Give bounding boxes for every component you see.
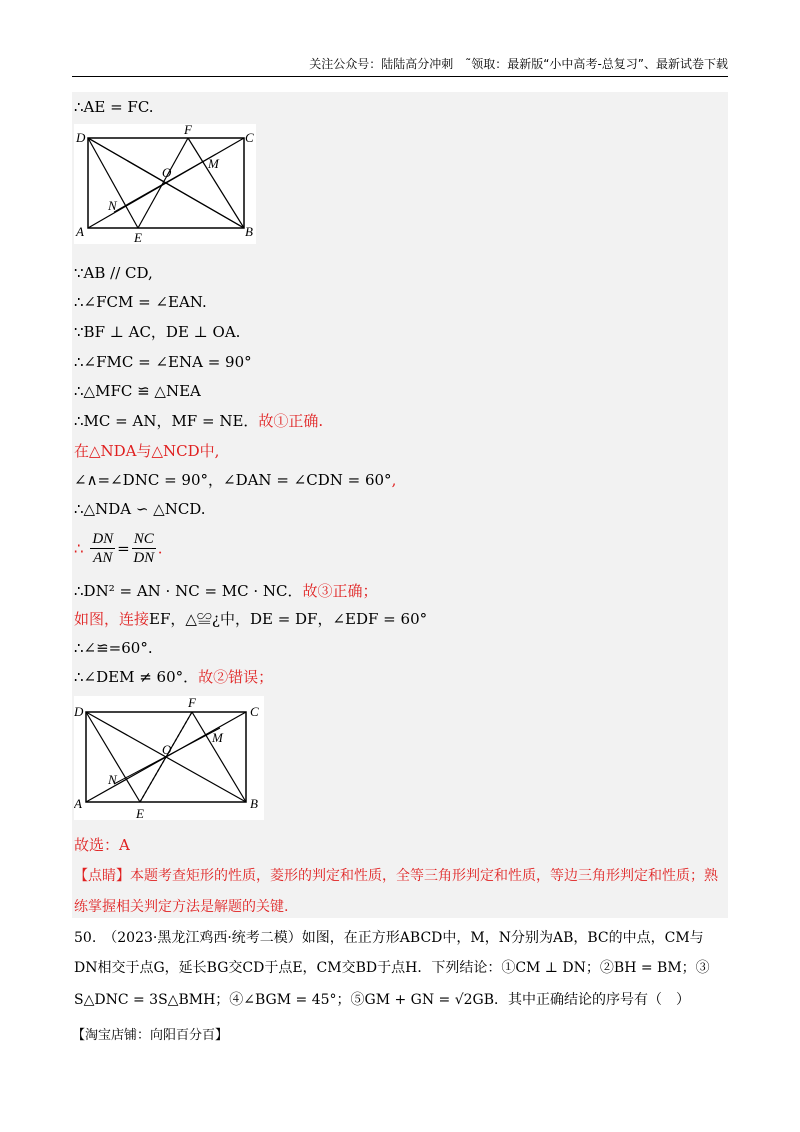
- line-2: ∵AB // CD,: [74, 264, 153, 282]
- fraction-2-num: NC: [133, 531, 154, 547]
- question-line-3: S△DNC = 3S△BMH；④∠BGM = 45°；⑤GM + GN = √2GB．其中正确结论的序号有（ ）: [74, 992, 691, 1008]
- line-11: ∴ $\frac{DN}{AN}$ = $\frac{NC}{DN}$ .: [74, 531, 163, 566]
- line-9-math: ∠∧=∠DNC = 90°，∠DAN = ∠CDN = 60°: [74, 471, 392, 489]
- figure-2: [74, 696, 264, 820]
- fig1-label-m: M: [208, 156, 219, 171]
- line-13-lead: 如图，连接: [74, 610, 150, 628]
- line-10: ∴△NDA ∽ △NCD.: [74, 500, 206, 518]
- line-15-conclusion: 故②错误；: [198, 668, 274, 686]
- line-12: [74, 581, 378, 601]
- line-12-conclusion: 故③正确；: [302, 582, 378, 600]
- figure-1-diagram: [74, 124, 256, 244]
- question-line-2: DN相交于点G，延长BG交CD于点E，CM交BD于点H．下列结论：①CM ⊥ DN；②BH = BM；③: [74, 960, 710, 976]
- line-9: [74, 470, 396, 490]
- fig1-label-d: D: [76, 130, 86, 145]
- fig1-label-b: B: [245, 224, 253, 239]
- page-footer: 【淘宝店铺：向阳百分百】: [72, 1028, 229, 1043]
- line-17-text: 【点睛】本题考查矩形的性质，菱形的判定和性质，全等三角形判定和性质，等边三角形判定和性质；熟: [74, 868, 718, 884]
- fig2-label-o: O: [162, 742, 172, 757]
- line-13-math: EF，△≌¿中，DE = DF，∠EDF = 60°: [149, 610, 428, 628]
- fig2-label-m: M: [212, 730, 223, 745]
- line-13: [74, 609, 427, 629]
- fig2-label-a: A: [74, 796, 82, 811]
- page-header: 关注公众号：陆陆高分冲刺 ˜领取：最新版“小中高考-总复习”、最新试卷下载: [72, 54, 728, 77]
- line-15-math: ∴∠DEM ≠ 60°．: [74, 668, 199, 686]
- line-7: [74, 411, 323, 431]
- fraction-1-den: AN: [93, 550, 113, 566]
- fig1-label-n: N: [108, 198, 117, 213]
- fig2-label-d: D: [74, 704, 84, 719]
- fig1-label-a: A: [76, 224, 84, 239]
- fig1-label-o: O: [162, 165, 172, 180]
- line-4: ∵BF ⊥ AC，DE ⊥ OA.: [74, 323, 241, 341]
- line-7-math: ∴MC = AN，MF = NE．: [74, 412, 259, 430]
- fig2-label-b: B: [250, 796, 258, 811]
- fraction-2-den: DN: [133, 550, 155, 566]
- line-1: ∴AE = FC.: [74, 98, 154, 116]
- line-16: 故选：A: [74, 836, 130, 854]
- line-17: [74, 866, 718, 886]
- fig2-label-f: F: [188, 696, 196, 710]
- figure-2-diagram: [74, 696, 264, 820]
- line-14: ∴∠≌=60°.: [74, 639, 153, 657]
- line-3: ∴∠FCM = ∠EAN.: [74, 293, 207, 311]
- line-7-conclusion: 故①正确.: [258, 412, 324, 430]
- fig2-label-n: N: [108, 772, 117, 787]
- fraction-1-num: DN: [92, 531, 114, 547]
- question-line-1: 50. （2023·黑龙江鸡西·统考二模）如图，在正方形ABCD中，M，N分别为AB，BC的中点，CM与: [74, 930, 704, 946]
- fig1-label-e: E: [134, 230, 142, 244]
- fraction-1: [90, 530, 115, 567]
- fig1-label-f: F: [184, 124, 192, 137]
- figure-1: [74, 124, 256, 244]
- fig2-label-e: E: [136, 806, 144, 820]
- fig2-label-c: C: [250, 704, 259, 719]
- line-6: ∴△MFC ≌ △NEA: [74, 382, 201, 400]
- line-15: [74, 667, 273, 687]
- line-18: 练掌握相关判定方法是解题的关键.: [74, 899, 289, 915]
- line-5: ∴∠FMC = ∠ENA = 90°: [74, 353, 252, 371]
- line-9-comma: ,: [391, 471, 397, 489]
- line-8: 在△NDA与△NCD中,: [74, 442, 220, 460]
- line-12-math: ∴DN² = AN · NC = MC · NC．: [74, 582, 303, 600]
- fig1-label-c: C: [245, 130, 254, 145]
- fraction-2: [132, 530, 156, 567]
